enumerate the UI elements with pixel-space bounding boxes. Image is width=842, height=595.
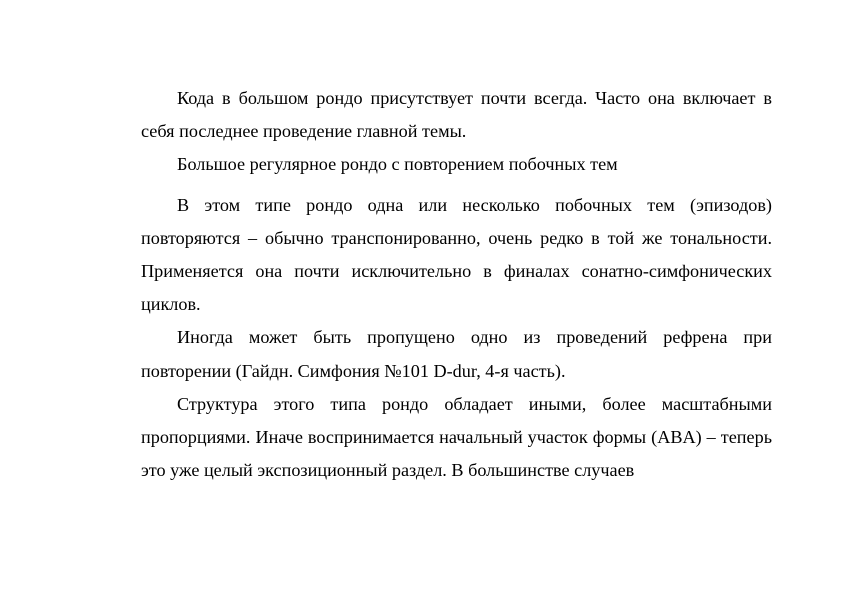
paragraph-refrain: Иногда может быть пропущено одно из проведений рефрена при повторении (Гайдн. Симфония №101 D-dur, 4-я часть).: [141, 327, 772, 381]
document-body: [141, 82, 772, 487]
paragraph-structure: Структура этого типа рондо обладает иными, более масштабными пропорциями. Иначе воспринимается начальный участок формы (ABA) – теперь это уже целый экспозиционный раздел. В большинстве случаев: [141, 393, 772, 481]
paragraph-coda: Кода в большом рондо присутствует почти всегда. Часто она включает в себя последнее проведение главной темы.: [141, 88, 772, 142]
section-heading: Большое регулярное рондо с повторением побочных тем: [177, 154, 618, 175]
paragraph-episodes: В этом типе рондо одна или несколько побочных тем (эпизодов) повторяются – обычно транспонированно, очень редко в той же тональности. Применяется она почти исключительно в финалах сонатно-симфонических циклов.: [141, 194, 772, 315]
